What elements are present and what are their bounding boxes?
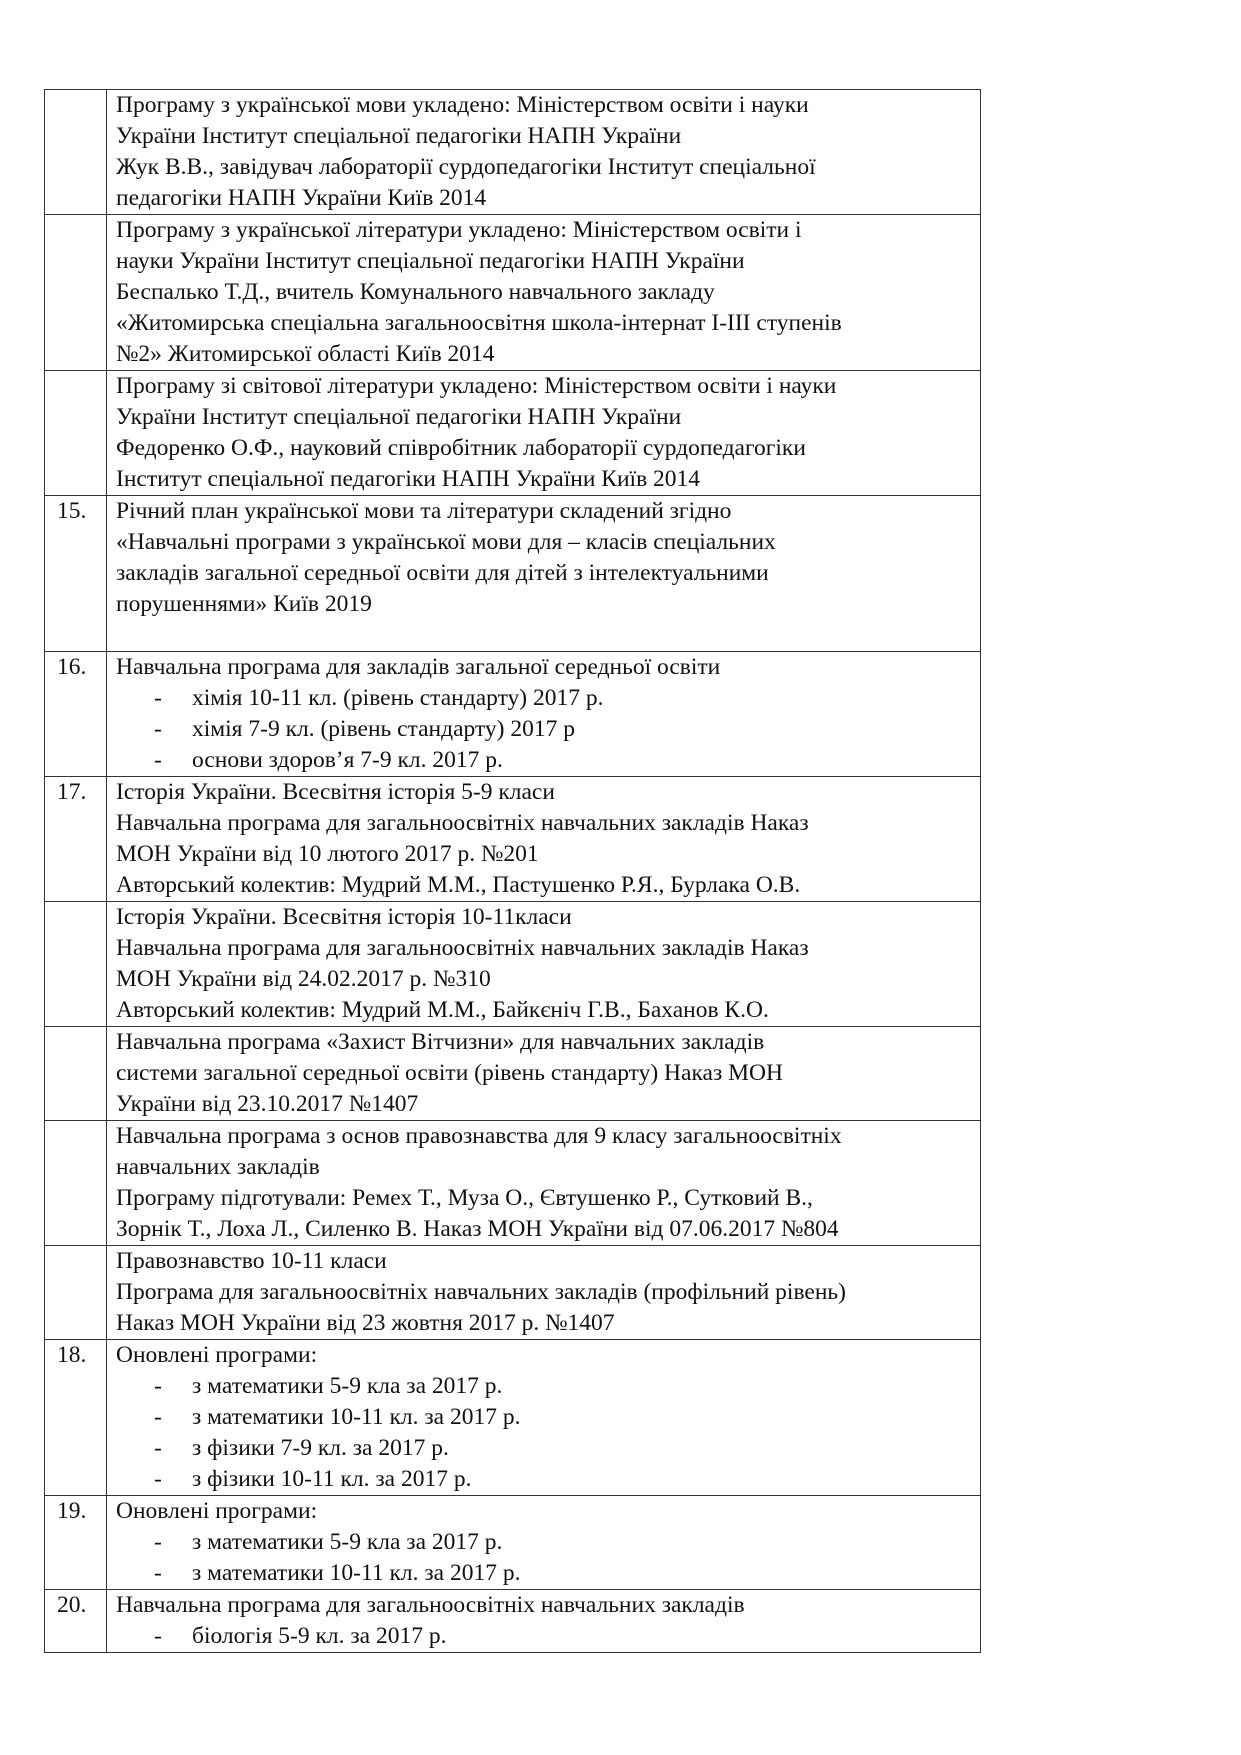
- row-text-line: Авторський колектив: Мудрий М.М., Пастушенко Р.Я., Бурлака О.В.: [116, 872, 801, 898]
- row-text-line: Федоренко О.Ф., науковий співробітник лабораторії сурдопедагогіки: [116, 435, 806, 461]
- row-text-line: №2» Житомирської області Київ 2014: [116, 341, 495, 367]
- row-text-line: Навчальна програма для загальноосвітніх навчальних закладів: [116, 1592, 745, 1618]
- row-number: 17.: [45, 777, 107, 902]
- row-text-line: Жук В.В., завідувач лабораторії сурдопедагогіки Інститут спеціальної: [116, 154, 816, 180]
- list-item: [116, 1371, 972, 1402]
- table-row: [45, 1340, 981, 1496]
- row-content: [107, 902, 981, 1027]
- list-item-text: з математики 10-11 кл. за 2017 р.: [192, 1560, 521, 1586]
- row-content: [107, 1121, 981, 1246]
- row-text-line: Історія України. Всесвітня історія 5-9 класи: [116, 779, 555, 805]
- dash-bullet-icon: -: [154, 1560, 162, 1586]
- row-number: [45, 1027, 107, 1121]
- row-number: [45, 371, 107, 496]
- list-item: [116, 1402, 972, 1433]
- row-text-line: України Інститут спеціальної педагогіки НАПН України: [116, 123, 682, 149]
- row-content: [107, 496, 981, 652]
- dash-bullet-icon: -: [154, 1466, 162, 1492]
- row-content: [107, 1496, 981, 1590]
- row-text-line: закладів загальної середньої освіти для дітей з інтелектуальними: [116, 560, 769, 586]
- row-number: [45, 90, 107, 215]
- table-row: [45, 1027, 981, 1121]
- blank-line: [116, 620, 972, 651]
- dash-bullet-icon: -: [154, 1404, 162, 1430]
- row-number: [45, 902, 107, 1027]
- list-item: [116, 714, 972, 745]
- table-row: [45, 496, 981, 652]
- row-text-line: Навчальна програма для закладів загальної середньої освіти: [116, 654, 721, 680]
- row-text-line: Навчальна програма для загальноосвітніх навчальних закладів Наказ: [116, 935, 809, 961]
- row-text-line: Наказ МОН України від 23 жовтня 2017 р. №1407: [116, 1310, 615, 1336]
- row-text-line: Оновлені програми:: [116, 1342, 318, 1368]
- row-number: 15.: [45, 496, 107, 652]
- list-item: [116, 1621, 972, 1652]
- row-content: [107, 1027, 981, 1121]
- row-text-line: Програму з української мови укладено: Міністерством освіти і науки: [116, 92, 809, 118]
- row-content: [107, 652, 981, 777]
- row-text-line: педагогіки НАПН України Київ 2014: [116, 185, 487, 211]
- dash-bullet-icon: -: [154, 1435, 162, 1461]
- dash-bullet-icon: -: [154, 747, 162, 773]
- row-text-line: Програму з української літератури укладено: Міністерством освіти і: [116, 217, 802, 243]
- list-item-text: біологія 5-9 кл. за 2017 р.: [192, 1623, 447, 1649]
- row-content: [107, 90, 981, 215]
- row-text-line: Навчальна програма «Захист Вітчизни» для навчальних закладів: [116, 1029, 765, 1055]
- row-text-line: Навчальна програма для загальноосвітніх навчальних закладів Наказ: [116, 810, 809, 836]
- row-content: [107, 1340, 981, 1496]
- list-item: [116, 745, 972, 776]
- row-content: [107, 215, 981, 371]
- row-text-line: «Житомирська спеціальна загальноосвітня школа-інтернат І-ІІІ ступенів: [116, 310, 842, 336]
- row-number: 18.: [45, 1340, 107, 1496]
- row-text-line: Навчальна програма з основ правознавства для 9 класу загальноосвітніх: [116, 1123, 842, 1149]
- row-text-line: Авторський колектив: Мудрий М.М., Байкєніч Г.В., Баханов К.О.: [116, 997, 769, 1023]
- row-text-line: Оновлені програми:: [116, 1498, 318, 1524]
- list-item-text: з математики 5-9 кла за 2017 р.: [192, 1529, 503, 1555]
- dash-bullet-icon: -: [154, 1529, 162, 1555]
- row-text-line: України від 23.10.2017 №1407: [116, 1091, 419, 1117]
- table-row: [45, 902, 981, 1027]
- row-text-line: МОН України від 24.02.2017 р. №310: [116, 966, 491, 992]
- table-row: [45, 777, 981, 902]
- list-item: [116, 683, 972, 714]
- programs-table-body: [45, 90, 981, 1653]
- dash-bullet-icon: -: [154, 685, 162, 711]
- row-number: [45, 1121, 107, 1246]
- list-item: [116, 1527, 972, 1558]
- row-text-line: Історія України. Всесвітня історія 10-11класи: [116, 904, 572, 930]
- row-text-line: Беспалько Т.Д., вчитель Комунального навчального закладу: [116, 279, 715, 305]
- row-text-line: «Навчальні програми з української мови для – класів спеціальних: [116, 529, 776, 555]
- list-item: [116, 1558, 972, 1589]
- list-item-text: хімія 10-11 кл. (рівень стандарту) 2017 р.: [192, 685, 604, 711]
- row-text-line: Програму зі світової літератури укладено: Міністерством освіти і науки: [116, 373, 837, 399]
- row-text-line: системи загальної середньої освіти (рівень стандарту) Наказ МОН: [116, 1060, 783, 1086]
- table-row: [45, 90, 981, 215]
- row-number: 19.: [45, 1496, 107, 1590]
- table-row: [45, 1121, 981, 1246]
- dash-bullet-icon: -: [154, 716, 162, 742]
- dash-bullet-icon: -: [154, 1623, 162, 1649]
- row-text-line: Інститут спеціальної педагогіки НАПН України Київ 2014: [116, 466, 701, 492]
- row-text-line: Програму підготували: Ремех Т., Муза О., Євтушенко Р., Сутковий В.,: [116, 1185, 813, 1211]
- table-row: [45, 1246, 981, 1340]
- row-text-line: Правознавство 10-11 класи: [116, 1248, 387, 1274]
- row-text-line: порушеннями» Київ 2019: [116, 591, 372, 617]
- row-text-line: Зорнік Т., Лоха Л., Силенко В. Наказ МОН України від 07.06.2017 №804: [116, 1216, 839, 1242]
- dash-bullet-icon: -: [154, 1373, 162, 1399]
- table-row: [45, 371, 981, 496]
- list-item-text: з математики 5-9 кла за 2017 р.: [192, 1373, 503, 1399]
- row-number: 20.: [45, 1590, 107, 1653]
- table-row: [45, 215, 981, 371]
- table-row: [45, 1590, 981, 1653]
- row-text-line: навчальних закладів: [116, 1154, 320, 1180]
- list-item-text: з математики 10-11 кл. за 2017 р.: [192, 1404, 521, 1430]
- table-row: [45, 652, 981, 777]
- list-item-text: з фізики 10-11 кл. за 2017 р.: [192, 1466, 472, 1492]
- row-text-line: України Інститут спеціальної педагогіки НАПН України: [116, 404, 682, 430]
- programs-table: [44, 89, 981, 1653]
- row-number: [45, 215, 107, 371]
- row-content: [107, 1590, 981, 1653]
- row-text-line: Програма для загальноосвітніх навчальних закладів (профільний рівень): [116, 1279, 846, 1305]
- row-number: 16.: [45, 652, 107, 777]
- list-item-text: хімія 7-9 кл. (рівень стандарту) 2017 р: [192, 716, 575, 742]
- list-item: [116, 1433, 972, 1464]
- table-row: [45, 1496, 981, 1590]
- row-text-line: МОН України від 10 лютого 2017 р. №201: [116, 841, 539, 867]
- row-text-line: Річний план української мови та літератури складений згідно: [116, 498, 732, 524]
- list-item: [116, 1464, 972, 1495]
- row-content: [107, 371, 981, 496]
- row-content: [107, 777, 981, 902]
- row-content: [107, 1246, 981, 1340]
- list-item-text: основи здоров’я 7-9 кл. 2017 р.: [192, 747, 503, 773]
- row-number: [45, 1246, 107, 1340]
- row-text-line: науки України Інститут спеціальної педагогіки НАПН України: [116, 248, 745, 274]
- list-item-text: з фізики 7-9 кл. за 2017 р.: [192, 1435, 449, 1461]
